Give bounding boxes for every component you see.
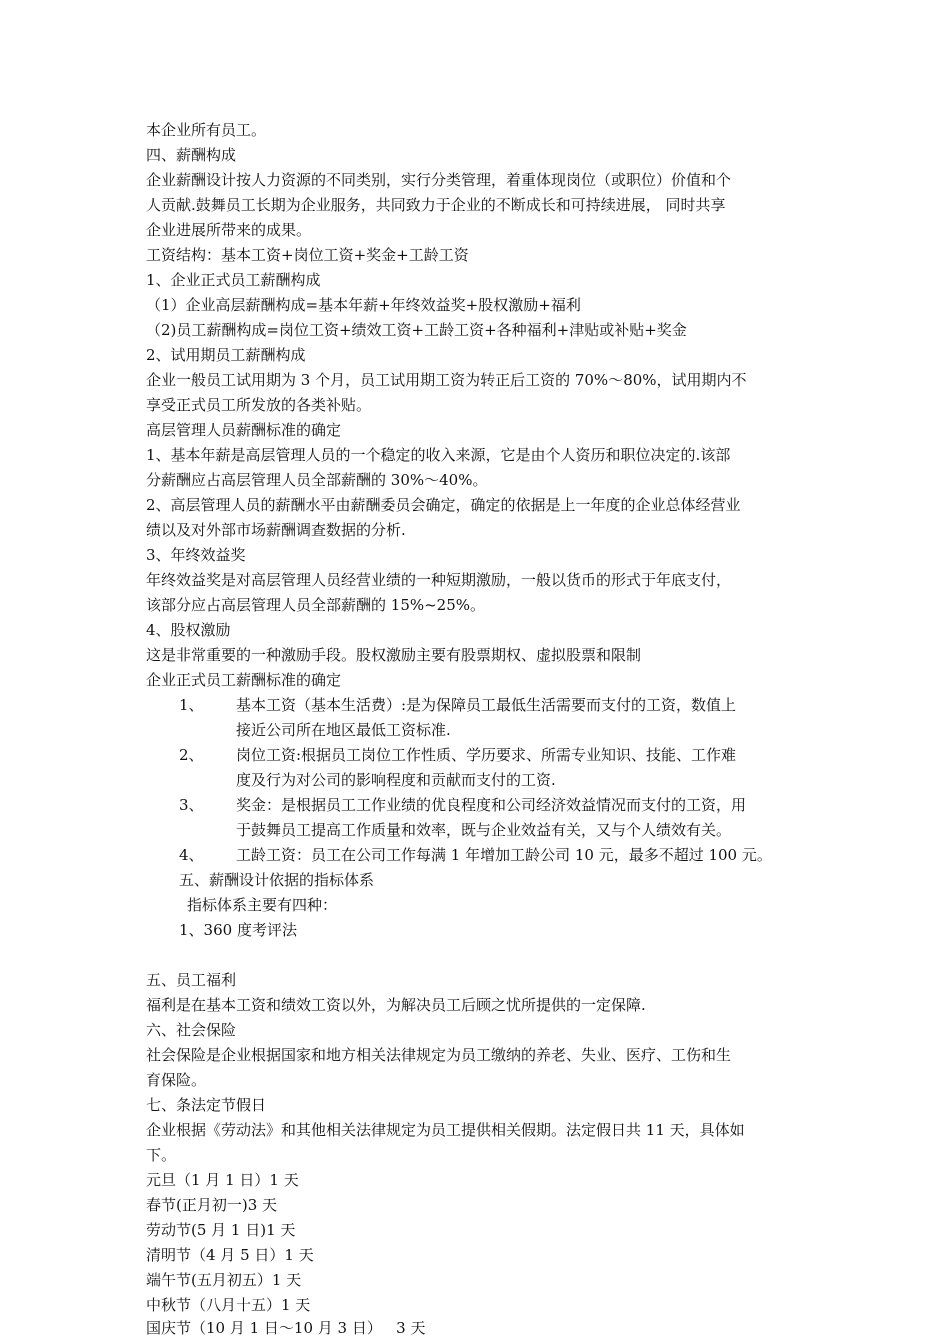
holiday-item: 国庆节（10 月 1 日～10 月 3 日） 3 天 bbox=[146, 1319, 426, 1337]
section-heading: 六、社会保险 bbox=[146, 1021, 237, 1039]
list-number: 2、 bbox=[179, 746, 204, 764]
text-line: 下。 bbox=[146, 1146, 177, 1164]
text-line: 享受正式员工所发放的各类补贴。 bbox=[146, 396, 372, 414]
text-line: 2、高层管理人员的薪酬水平由薪酬委员会确定，确定的依据是上一年度的企业总体经营业 bbox=[146, 496, 741, 514]
text-line: 企业根据《劳动法》和其他相关法律规定为员工提供相关假期。法定假日共 11 天，具体如 bbox=[146, 1121, 745, 1139]
holiday-item: 春节(正月初一)3 天 bbox=[146, 1196, 278, 1214]
subsection-heading: 3、年终效益奖 bbox=[146, 546, 246, 564]
text-line: （1）企业高层薪酬构成=基本年薪+年终效益奖+股权激励+福利 bbox=[146, 296, 581, 314]
text-line: 该部分应占高层管理人员全部薪酬的 15%~25%。 bbox=[146, 596, 486, 614]
text-line: 企业进展所带来的成果。 bbox=[146, 221, 312, 239]
list-number: 1、 bbox=[179, 696, 204, 714]
text-line: 年终效益奖是对高层管理人员经营业绩的一种短期激励，一般以货币的形式于年底支付， bbox=[146, 571, 732, 589]
list-item-line: 工龄工资：员工在公司工作每满 1 年增加工龄公司 10 元，最多不超过 100 元。 bbox=[236, 846, 772, 864]
list-item-line: 于鼓舞员工提高工作质量和效率，既与企业效益有关，又与个人绩效有关。 bbox=[236, 821, 732, 839]
text-line: 本企业所有员工。 bbox=[146, 121, 267, 139]
text-line: 1、基本年薪是高层管理人员的一个稳定的收入来源，它是由个人资历和职位决定的.该部 bbox=[146, 446, 731, 464]
text-line: 福利是在基本工资和绩效工资以外，为解决员工后顾之忧所提供的一定保障. bbox=[146, 996, 646, 1014]
holiday-item: 清明节（4 月 5 日）1 天 bbox=[146, 1246, 314, 1264]
list-item-line: 岗位工资:根据员工岗位工作性质、学历要求、所需专业知识、技能、工作难 bbox=[236, 746, 737, 764]
holiday-item: 元旦（1 月 1 日）1 天 bbox=[146, 1171, 299, 1189]
list-item-line: 奖金：是根据员工工作业绩的优良程度和公司经济效益情况而支付的工资，用 bbox=[236, 796, 747, 814]
list-item-line: 接近公司所在地区最低工资标准. bbox=[236, 721, 451, 739]
section-heading: 五、员工福利 bbox=[146, 971, 237, 989]
list-item-line: 基本工资（基本生活费）:是为保障员工最低生活需要而支付的工资，数值上 bbox=[236, 696, 737, 714]
list-number: 3、 bbox=[179, 796, 204, 814]
section-heading: 五、薪酬设计依据的指标体系 bbox=[179, 871, 375, 889]
text-line: 绩以及对外部市场薪酬调查数据的分析. bbox=[146, 521, 406, 539]
text-line: 育保险。 bbox=[146, 1071, 207, 1089]
text-line: 人贡献.鼓舞员工长期为企业服务，共同致力于企业的不断成长和可持续进展， 同时共享 bbox=[146, 196, 726, 214]
text-line: 指标体系主要有四种： bbox=[187, 896, 338, 914]
subsection-heading: 4、股权激励 bbox=[146, 621, 231, 639]
text-line: 这是非常重要的一种激励手段。股权激励主要有股票期权、虚拟股票和限制 bbox=[146, 646, 642, 664]
list-item-line: 度及行为对公司的影响程度和贡献而支付的工资. bbox=[236, 771, 556, 789]
text-line: 分薪酬应占高层管理人员全部薪酬的 30%～40%。 bbox=[146, 471, 488, 489]
subsection-heading: 高层管理人员薪酬标准的确定 bbox=[146, 421, 342, 439]
text-line: 企业一般员工试用期为 3 个月，员工试用期工资为转正后工资的 70%～80%，试用期内不 bbox=[146, 371, 747, 389]
subsection-heading: 1、企业正式员工薪酬构成 bbox=[146, 271, 321, 289]
section-heading: 四、薪酬构成 bbox=[146, 146, 237, 164]
holiday-item: 中秋节（八月十五）1 天 bbox=[146, 1296, 311, 1314]
text-line: （2)员工薪酬构成=岗位工资+绩效工资+工龄工资+各种福利+津贴或补贴+奖金 bbox=[146, 321, 687, 339]
text-line: 企业薪酬设计按人力资源的不同类别，实行分类管理，着重体现岗位（或职位）价值和个 bbox=[146, 171, 732, 189]
subsection-heading: 企业正式员工薪酬标准的确定 bbox=[146, 671, 342, 689]
holiday-item: 劳动节(5 月 1 日)1 天 bbox=[146, 1221, 296, 1239]
list-number: 4、 bbox=[179, 846, 204, 864]
text-line: 工资结构：基本工资+岗位工资+奖金+工龄工资 bbox=[146, 246, 469, 264]
subsection-heading: 2、试用期员工薪酬构成 bbox=[146, 346, 306, 364]
text-line: 社会保险是企业根据国家和地方相关法律规定为员工缴纳的养老、失业、医疗、工伤和生 bbox=[146, 1046, 732, 1064]
text-line: 1、360 度考评法 bbox=[179, 921, 297, 939]
holiday-item: 端午节(五月初五）1 天 bbox=[146, 1271, 302, 1289]
section-heading: 七、条法定节假日 bbox=[146, 1096, 267, 1114]
